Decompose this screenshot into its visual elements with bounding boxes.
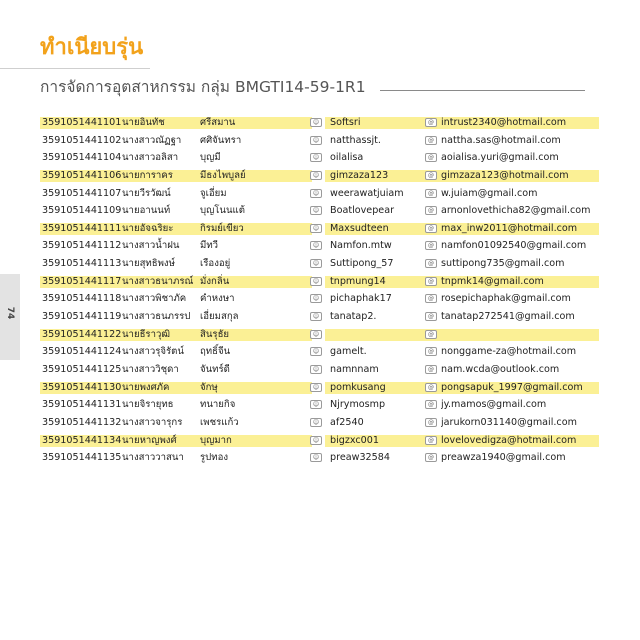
- first-name: นางสาวจารุกร: [122, 416, 183, 428]
- directory-row: [40, 202, 600, 220]
- email-icon: @: [425, 294, 439, 304]
- user-id-icon: ☺: [310, 365, 324, 375]
- first-name: นางสาวธนภรรป: [122, 311, 191, 323]
- student-id: 3591051441119: [42, 311, 122, 323]
- user-id-icon: ☺: [310, 400, 324, 410]
- directory-row: [40, 237, 600, 255]
- directory-row: [40, 132, 600, 150]
- email-address: tanatap272541@gmail.com: [441, 311, 575, 323]
- student-id: 3591051441101: [42, 117, 122, 128]
- last-name: ทนายกิจ: [200, 399, 236, 411]
- email-icon: @: [425, 277, 439, 287]
- email-address: gimzaza123@hotmail.com: [441, 169, 569, 181]
- user-id-icon: ☺: [310, 453, 324, 463]
- first-name: นางสาววาสนา: [122, 452, 184, 464]
- first-name: นายอินทัช: [122, 117, 165, 128]
- email-icon: @: [425, 400, 439, 410]
- row-highlight: [325, 329, 599, 341]
- email-address: pongsapuk_1997@gmail.com: [441, 381, 583, 393]
- directory-row: [40, 361, 600, 379]
- first-name: นางสาวพิชาภัค: [122, 293, 187, 305]
- email-icon: @: [425, 224, 439, 234]
- user-id-icon: ☺: [310, 418, 324, 428]
- directory-row: [40, 255, 600, 273]
- student-id: 3591051441131: [42, 399, 122, 411]
- directory-row: [40, 220, 600, 238]
- student-id: 3591051441109: [42, 205, 122, 217]
- email-address: nonggame-za@hotmail.com: [441, 346, 577, 358]
- user-id-icon: ☺: [310, 383, 324, 393]
- username: oilalisa: [330, 152, 364, 164]
- first-name: นายการาคร: [122, 169, 173, 181]
- student-id: 3591051441118: [42, 293, 122, 305]
- username: af2540: [330, 416, 364, 428]
- email-icon: @: [425, 241, 439, 251]
- username: pichaphak17: [330, 293, 392, 305]
- page-subtitle: การจัดการอุตสาหกรรม กลุ่ม BMGTI14-59-1R1: [40, 78, 366, 96]
- email-address: jarukorn031140@gmail.com: [441, 416, 577, 428]
- last-name: มั่งกลิ่น: [200, 275, 230, 287]
- email-address: intrust2340@hotmail.com: [441, 117, 567, 128]
- username: Softsri: [330, 117, 361, 128]
- user-id-icon: ☺: [310, 312, 324, 322]
- email-address: max_inw2011@hotmail.com: [441, 222, 578, 234]
- last-name: ศรีสมาน: [200, 117, 236, 128]
- last-name: ฤทธิ์จีน: [200, 346, 231, 358]
- last-name: กิรมย์เขียว: [200, 222, 244, 234]
- user-id-icon: ☺: [310, 330, 324, 340]
- email-icon: @: [425, 206, 439, 216]
- last-name: บุญมาก: [200, 434, 232, 446]
- user-id-icon: ☺: [310, 241, 324, 251]
- email-address: rosepichaphak@gmail.com: [441, 293, 571, 305]
- student-id: 3591051441112: [42, 240, 122, 252]
- username: gamelt.: [330, 346, 367, 358]
- student-id: 3591051441125: [42, 363, 122, 375]
- email-address: preawza1940@gmail.com: [441, 452, 566, 464]
- username: Boatlovepear: [330, 205, 395, 217]
- username: bigzxc001: [330, 434, 379, 446]
- email-icon: @: [425, 330, 439, 340]
- email-address: w.juiam@gmail.com: [441, 187, 538, 199]
- email-address: suttipong735@gmail.com: [441, 258, 565, 270]
- first-name: นายสุทธิพงษ์: [122, 258, 175, 270]
- directory-row: [40, 273, 600, 291]
- directory-list: [40, 114, 600, 467]
- first-name: นางสาวอลิสา: [122, 152, 179, 164]
- email-address: aoialisa.yuri@gmail.com: [441, 152, 559, 164]
- first-name: นายพงศภัค: [122, 381, 170, 393]
- directory-row: [40, 326, 600, 344]
- username: preaw32584: [330, 452, 390, 464]
- email-icon: @: [425, 453, 439, 463]
- username: namnnam: [330, 363, 379, 375]
- user-id-icon: ☺: [310, 347, 324, 357]
- student-id: 3591051441107: [42, 187, 122, 199]
- student-id: 3591051441106: [42, 169, 122, 181]
- directory-row: [40, 114, 600, 132]
- last-name: รูปทอง: [200, 452, 229, 464]
- directory-row: [40, 149, 600, 167]
- last-name: มีธงไพบูลย์: [200, 169, 246, 181]
- last-name: เรืองอยู่: [200, 258, 231, 270]
- email-icon: @: [425, 189, 439, 199]
- email-icon: @: [425, 136, 439, 146]
- last-name: มีทวี: [200, 240, 219, 252]
- directory-row: [40, 308, 600, 326]
- last-name: คำหงษา: [200, 293, 235, 305]
- title-divider: [0, 68, 150, 69]
- user-id-icon: ☺: [310, 118, 324, 128]
- first-name: นายวีรวัฒน์: [122, 187, 171, 199]
- email-icon: @: [425, 418, 439, 428]
- student-id: 3591051441122: [42, 328, 122, 340]
- last-name: จักษุ: [200, 381, 218, 393]
- student-id: 3591051441113: [42, 258, 122, 270]
- directory-row: [40, 290, 600, 308]
- email-icon: @: [425, 436, 439, 446]
- email-address: namfon01092540@gmail.com: [441, 240, 587, 252]
- email-icon: @: [425, 153, 439, 163]
- email-address: tnpmk14@gmail.com: [441, 275, 544, 287]
- directory-row: [40, 449, 600, 467]
- first-name: นางสาวน้ำฝน: [122, 240, 180, 252]
- user-id-icon: ☺: [310, 294, 324, 304]
- student-id: 3591051441124: [42, 346, 122, 358]
- email-address: nam.wcda@outlook.com: [441, 363, 560, 375]
- user-id-icon: ☺: [310, 277, 324, 287]
- student-id: 3591051441111: [42, 222, 122, 234]
- directory-row: [40, 167, 600, 185]
- user-id-icon: ☺: [310, 436, 324, 446]
- email-address: jy.mamos@gmail.com: [441, 399, 547, 411]
- first-name: นายอานนท์: [122, 205, 171, 217]
- last-name: สินรุธัย: [200, 328, 230, 340]
- student-id: 3591051441135: [42, 452, 122, 464]
- email-icon: @: [425, 259, 439, 269]
- username: gimzaza123: [330, 169, 389, 181]
- directory-row: [40, 414, 600, 432]
- page-number: 74: [5, 306, 15, 320]
- first-name: นายอัจฉริยะ: [122, 222, 174, 234]
- last-name: บุญโนนแต้: [200, 205, 245, 217]
- user-id-icon: ☺: [310, 206, 324, 216]
- first-name: นายจิรายุทธ: [122, 399, 174, 411]
- username: Maxsudteen: [330, 222, 389, 234]
- first-name: นางสาวธนาภรณ์: [122, 275, 194, 287]
- email-icon: @: [425, 365, 439, 375]
- email-address: nattha.sas@hotmail.com: [441, 134, 561, 146]
- student-id: 3591051441130: [42, 381, 122, 393]
- email-icon: @: [425, 312, 439, 322]
- username: weerawatjuiam: [330, 187, 404, 199]
- user-id-icon: ☺: [310, 259, 324, 269]
- student-id: 3591051441102: [42, 134, 122, 146]
- directory-row: [40, 396, 600, 414]
- user-id-icon: ☺: [310, 136, 324, 146]
- last-name: เพชรแก้ว: [200, 416, 239, 428]
- page-title: ทำเนียบรุ่น: [40, 35, 144, 60]
- user-id-icon: ☺: [310, 224, 324, 234]
- user-id-icon: ☺: [310, 189, 324, 199]
- email-address: lovelovedigza@hotmail.com: [441, 434, 577, 446]
- username: natthassjt.: [330, 134, 381, 146]
- email-icon: @: [425, 171, 439, 181]
- email-icon: @: [425, 383, 439, 393]
- last-name: เอี่ยมสกุล: [200, 311, 239, 323]
- directory-row: [40, 379, 600, 397]
- student-id: 3591051441104: [42, 152, 122, 164]
- directory-row: [40, 432, 600, 450]
- email-address: arnonlovethicha82@gmail.com: [441, 205, 591, 217]
- username: pomkusang: [330, 381, 386, 393]
- user-id-icon: ☺: [310, 171, 324, 181]
- first-name: นางสาวณัฏฐา: [122, 134, 182, 146]
- username: Njrymosmp: [330, 399, 386, 411]
- username: tnpmung14: [330, 275, 386, 287]
- email-icon: @: [425, 347, 439, 357]
- last-name: จันทร์ดี: [200, 363, 230, 375]
- directory-row: [40, 343, 600, 361]
- username: tanatap2.: [330, 311, 377, 323]
- student-id: 3591051441117: [42, 275, 122, 287]
- email-icon: @: [425, 118, 439, 128]
- first-name: นางสาววิชุดา: [122, 363, 179, 375]
- first-name: นางสาวรุจิรัตน์: [122, 346, 184, 358]
- username: Suttipong_57: [330, 258, 394, 270]
- student-id: 3591051441134: [42, 434, 122, 446]
- subtitle-divider: [380, 90, 585, 91]
- user-id-icon: ☺: [310, 153, 324, 163]
- last-name: บุญมี: [200, 152, 221, 164]
- first-name: นายธีราวุฒิ: [122, 328, 171, 340]
- first-name: นายหาญพงศ์: [122, 434, 177, 446]
- directory-row: [40, 185, 600, 203]
- last-name: ศศิจันทรา: [200, 134, 242, 146]
- last-name: จูเอี่ยม: [200, 187, 227, 199]
- username: Namfon.mtw: [330, 240, 392, 252]
- student-id: 3591051441132: [42, 416, 122, 428]
